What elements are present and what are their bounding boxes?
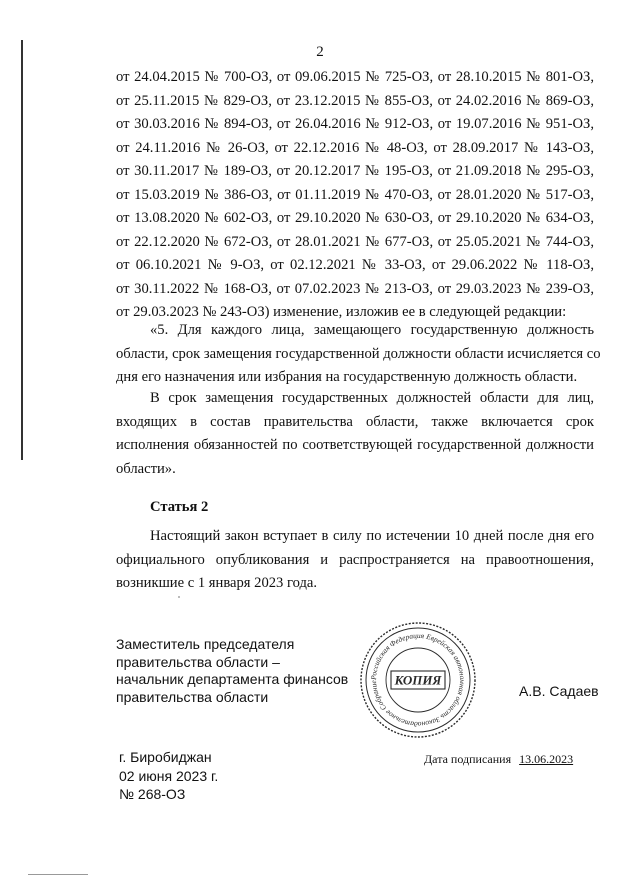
text-line: от 25.11.2015 № 829-ОЗ, от 23.12.2015 № 855-ОЗ, от 24.02.2016 № 869-ОЗ, — [116, 92, 594, 109]
text-line: от 06.10.2021 № 9-ОЗ, от 02.12.2021 № 33-ОЗ, от 29.06.2022 № 118-ОЗ, — [116, 257, 594, 273]
scan-edge-line — [28, 874, 88, 875]
sign-date-label: Дата подписания — [424, 752, 512, 766]
place-date-block — [119, 748, 218, 804]
text-line: от 30.11.2017 № 189-ОЗ, от 20.12.2017 № 195-ОЗ, от 21.09.2018 № 295-ОЗ, — [116, 163, 594, 179]
signatory-line: Заместитель председателя — [116, 636, 295, 652]
text-line: официального опубликования и распространяется на правоотношения, — [116, 551, 594, 568]
stamp-ring-text: Российская Федерация Еврейская автономная область Законодательное Собрание — [368, 630, 468, 730]
text-line: исполнения обязанностей по соответствующей государственной должности — [116, 437, 594, 453]
text-line: Настоящий закон вступает в силу по истечении 10 дней после дня его — [150, 528, 594, 544]
amendments-paragraph — [116, 66, 594, 325]
signatory-line: правительства области – — [116, 653, 280, 670]
text-line: входящих в состав правительства области, также включается срок — [116, 413, 594, 430]
text-line: от 30.03.2016 № 894-ОЗ, от 26.04.2016 № 912-ОЗ, от 19.07.2016 № 951-ОЗ, — [116, 116, 594, 132]
text-line: возникшие с 1 января 2023 года. — [116, 575, 318, 591]
paragraph-5-second — [116, 387, 594, 481]
city: г. Биробиджан — [119, 749, 212, 765]
text-line: области». — [116, 460, 176, 477]
law-number: № 268-ОЗ — [119, 786, 186, 802]
signatory-line: правительства области — [116, 688, 269, 705]
article-2-paragraph — [116, 525, 594, 596]
text-line: от 29.03.2023 № 243-ОЗ) изменение, изложив ее в следующей редакции: — [116, 304, 567, 320]
text-line: от 30.11.2022 № 168-ОЗ, от 07.02.2023 № 213-ОЗ, от 29.03.2023 № 239-ОЗ, — [116, 280, 594, 297]
signatory-name: А.В. Садаев — [519, 683, 599, 699]
signatory-title — [116, 636, 348, 706]
scan-speck — [178, 596, 180, 598]
text-line: от 15.03.2019 № 386-ОЗ, от 01.11.2019 № 470-ОЗ, от 28.01.2020 № 517-ОЗ, — [116, 186, 594, 203]
sign-date-value: 13.06.2023 — [519, 752, 574, 766]
sign-date — [424, 752, 573, 767]
text-line: от 24.11.2016 № 26-ОЗ, от 22.12.2016 № 48-ОЗ, от 28.09.2017 № 143-ОЗ, — [116, 139, 594, 156]
text-line: от 13.08.2020 № 602-ОЗ, от 29.10.2020 № 630-ОЗ, от 29.10.2020 № 634-ОЗ, — [116, 210, 594, 226]
paragraph-5-first — [116, 319, 601, 390]
copy-stamp — [358, 620, 478, 740]
article-heading: Статья 2 — [150, 499, 209, 515]
text-line: области, срок замещения государственной должности области исчисляется со — [116, 345, 601, 362]
text-line: В срок замещения государственных должностей области для лиц, — [150, 390, 594, 406]
law-date: 02 июня 2023 г. — [119, 767, 219, 784]
text-line: от 22.12.2020 № 672-ОЗ, от 28.01.2021 № 677-ОЗ, от 25.05.2021 № 744-ОЗ, — [116, 233, 594, 250]
stamp-center-text: КОПИЯ — [394, 672, 442, 688]
page-number: 2 — [316, 44, 324, 60]
text-line: от 24.04.2015 № 700-ОЗ, от 09.06.2015 № 725-ОЗ, от 28.10.2015 № 801-ОЗ, — [116, 69, 594, 85]
text-line: «5. Для каждого лица, замещающего государственную должность — [150, 322, 594, 338]
text-line: дня его назначения или избрания на государственную должность области. — [116, 369, 578, 385]
signatory-line: начальник департамента финансов — [116, 671, 349, 687]
margin-line — [21, 40, 23, 460]
